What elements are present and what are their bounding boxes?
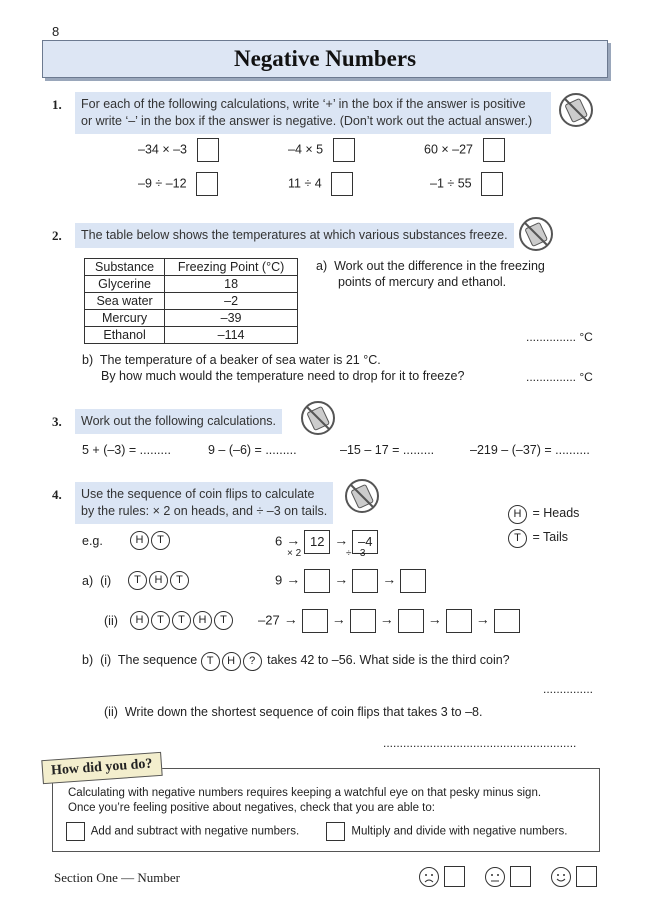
answer-box[interactable] xyxy=(494,609,520,633)
q1-calc-1: –34 × –3 xyxy=(138,138,219,162)
answer-box[interactable] xyxy=(483,138,505,162)
q4a-label: a) (i) xyxy=(82,574,112,588)
checkbox[interactable] xyxy=(326,822,345,841)
coin-heads-icon: H xyxy=(130,531,149,550)
arrow-right-icon: → xyxy=(427,611,442,628)
table-row: Mercury –39 xyxy=(85,310,298,327)
q1-calc-3: 60 × –27 xyxy=(424,138,505,162)
q1-calc-4: –9 ÷ –12 xyxy=(138,172,218,196)
q2b-question: b) The temperature of a beaker of sea water is 21 °C. By how much would the temperature need to drop for it to freeze? xyxy=(82,353,465,383)
arrow-right-icon: → xyxy=(286,532,301,549)
q1-instructions xyxy=(75,92,551,134)
example-op-heads: × 2 xyxy=(287,548,302,559)
answer-box[interactable] xyxy=(197,138,219,162)
answer-box[interactable] xyxy=(398,609,424,633)
q3-number: 3. xyxy=(52,414,62,429)
answer-box[interactable] xyxy=(196,172,218,196)
coin-unknown-icon: ? xyxy=(243,652,262,671)
example-op-tails: ÷ –3 xyxy=(346,548,366,559)
no-calculator-icon xyxy=(518,216,554,252)
table-row: Ethanol –114 xyxy=(85,327,298,344)
coin-tails-icon: T xyxy=(508,529,527,548)
coin-tails-icon: T xyxy=(170,571,189,590)
q3-instructions: Work out the following calculations. xyxy=(75,409,282,434)
answer-box[interactable] xyxy=(446,609,472,633)
q3-calc-3[interactable]: –15 – 17 = ......... xyxy=(340,443,435,457)
q4-instructions: Use the sequence of coin flips to calculate by the rules: × 2 on heads, and ÷ –3 on tails. xyxy=(75,482,333,524)
rating-box-neutral[interactable] xyxy=(510,866,531,887)
page-title: Negative Numbers xyxy=(42,40,608,78)
arrow-right-icon: → xyxy=(382,571,397,588)
q4ai-chain: 9 → → → xyxy=(275,569,426,593)
arrow-right-icon: → xyxy=(334,571,349,588)
answer-box[interactable] xyxy=(350,609,376,633)
page-number: 8 xyxy=(52,24,60,39)
table-row: Sea water –2 xyxy=(85,293,298,310)
example-box: 12 xyxy=(304,530,330,554)
table-header: Substance xyxy=(85,259,165,276)
q1-text-line2: or write ‘–’ in the box if the answer is negative. (Don’t work out the actual answer.) xyxy=(81,114,533,128)
review-text: Calculating with negative numbers requires keeping a watchful eye on that pesky minus sign. Once you’re feeling positive about negatives, check that you are able to: xyxy=(68,787,542,814)
coin-heads-icon: H xyxy=(222,652,241,671)
q1-calc-2: –4 × 5 xyxy=(288,138,355,162)
q1-text-line1: For each of the following calculations, write ‘+’ in the box if the answer is positive xyxy=(81,97,526,111)
no-calculator-icon xyxy=(344,478,380,514)
q4bii-answer-line[interactable]: .......................................................... xyxy=(383,736,577,750)
coin-tails-icon: T xyxy=(201,652,220,671)
freezing-point-table xyxy=(84,258,298,344)
answer-box[interactable] xyxy=(304,569,330,593)
table-row: Glycerine 18 xyxy=(85,276,298,293)
answer-box[interactable] xyxy=(400,569,426,593)
coin-tails-icon: T xyxy=(172,611,191,630)
q1-calc-6: –1 ÷ 55 xyxy=(430,172,503,196)
answer-box[interactable] xyxy=(302,609,328,633)
key-tails: T = Tails xyxy=(508,529,568,548)
key-heads: H = Heads xyxy=(508,505,579,524)
q1-number: 1. xyxy=(52,97,62,112)
coin-tails-icon: T xyxy=(128,571,147,590)
q2b-answer-line[interactable]: ............... °C xyxy=(526,370,593,384)
q2-number: 2. xyxy=(52,228,62,243)
q4bi-question: b) (i) The sequence T H ? takes 42 to –56. What side is the third coin? xyxy=(82,652,510,671)
coin-heads-icon: H xyxy=(130,611,149,630)
answer-box[interactable] xyxy=(331,172,353,196)
arrow-right-icon: → xyxy=(286,571,301,588)
q2a-question: a) Work out the difference in the freezing points of mercury and ethanol. xyxy=(316,259,545,289)
review-heading: How did you do? xyxy=(41,752,162,784)
q4ai-coins xyxy=(128,571,191,590)
coin-tails-icon: T xyxy=(214,611,233,630)
coin-heads-icon: H xyxy=(508,505,527,524)
no-calculator-icon xyxy=(300,400,336,436)
arrow-right-icon: → xyxy=(283,611,298,628)
neutral-face-icon xyxy=(484,866,506,888)
arrow-right-icon: → xyxy=(475,611,490,628)
answer-box[interactable] xyxy=(481,172,503,196)
coin-tails-icon: T xyxy=(151,531,170,550)
review-check-2: Multiply and divide with negative numbers. xyxy=(326,822,567,841)
no-calculator-icon xyxy=(558,92,594,128)
answer-box[interactable] xyxy=(352,569,378,593)
coin-tails-icon: T xyxy=(151,611,170,630)
rating-box-sad[interactable] xyxy=(444,866,465,887)
q3-calc-4[interactable]: –219 – (–37) = .......... xyxy=(470,443,590,457)
q4bii-question: (ii) Write down the shortest sequence of coin flips that takes 3 to –8. xyxy=(104,705,483,719)
arrow-right-icon: → xyxy=(379,611,394,628)
q4-number: 4. xyxy=(52,487,62,502)
coin-heads-icon: H xyxy=(193,611,212,630)
section-footer: Section One — Number xyxy=(54,870,181,885)
q4aii-label: (ii) xyxy=(104,614,118,628)
table-header: Freezing Point (°C) xyxy=(165,259,298,276)
example-chain: 6 → 12 → –4 xyxy=(275,530,378,554)
rating-box-happy[interactable] xyxy=(576,866,597,887)
q4aii-coins xyxy=(130,611,235,630)
example-box: –4 xyxy=(352,530,378,554)
q4bi-answer-line[interactable]: ............... xyxy=(543,682,594,696)
happy-face-icon xyxy=(550,866,572,888)
arrow-right-icon: → xyxy=(334,532,349,549)
q3-calc-1[interactable]: 5 + (–3) = ......... xyxy=(82,443,171,457)
example-label: e.g. xyxy=(82,534,103,548)
q4aii-chain: –27 → → → → → xyxy=(258,609,520,633)
q2-instructions: The table below shows the temperatures at which various substances freeze. xyxy=(75,223,514,248)
coin-heads-icon: H xyxy=(149,571,168,590)
q1-calc-5: 11 ÷ 4 xyxy=(288,172,353,196)
arrow-right-icon: → xyxy=(331,611,346,628)
checkbox[interactable] xyxy=(66,822,85,841)
review-check-1: Add and subtract with negative numbers. xyxy=(66,822,299,841)
answer-box[interactable] xyxy=(333,138,355,162)
q2a-answer-line[interactable]: ............... °C xyxy=(526,330,593,344)
sad-face-icon xyxy=(418,866,440,888)
q3-calc-2[interactable]: 9 – (–6) = ......... xyxy=(208,443,297,457)
example-coins xyxy=(130,531,172,550)
